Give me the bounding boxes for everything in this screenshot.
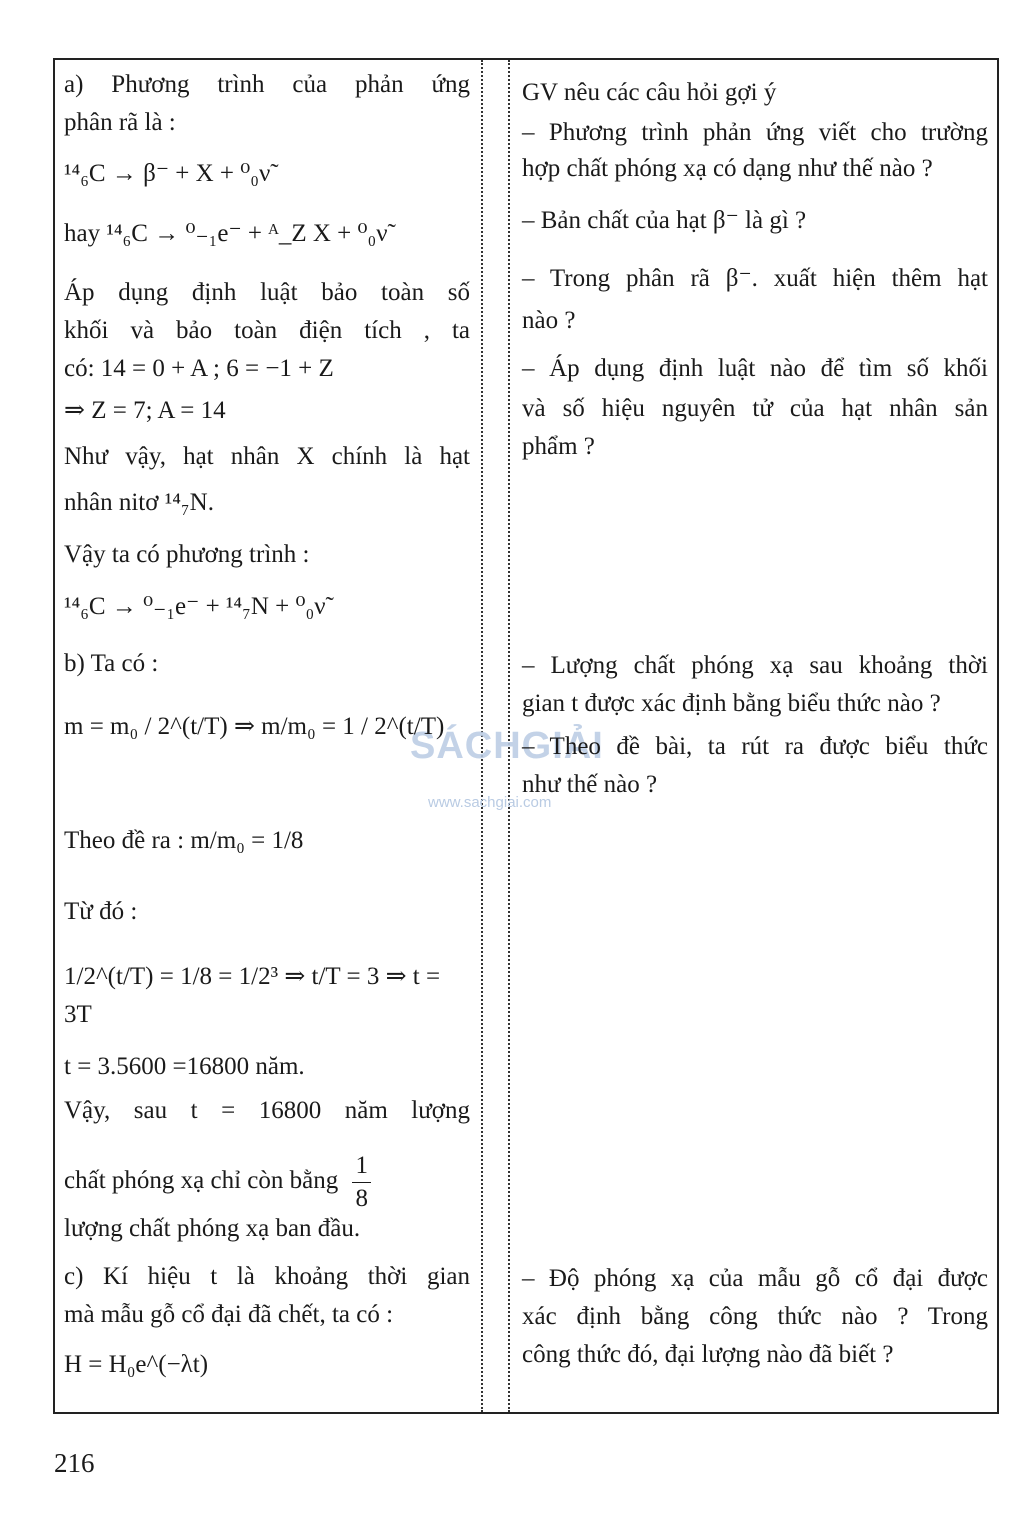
question-2: – Bản chất của hạt β⁻ là gì ? (522, 207, 807, 234)
conclusion-line3: lượng chất phóng xạ ban đầu. (64, 1215, 361, 1242)
question-4-line3: phẩm ? (522, 433, 595, 460)
t-value: t = 3.5600 =16800 năm. (64, 1053, 305, 1080)
question-4-line1: – Áp dụng định luật nào để tìm số khối (522, 355, 988, 382)
result-z-a: ⇒ Z = 7; A = 14 (64, 397, 226, 424)
question-4-line2: và số hiệu nguyên tử của hạt nhân sản (522, 395, 988, 422)
given-ratio: Theo đề ra : m/m₀ = 1/8 (64, 827, 304, 854)
fraction-one-eighth: $\frac{1}{8}$ (352, 1150, 371, 1215)
question-3-line1: – Trong phân rã β⁻. xuất hiện thêm hạt (522, 265, 988, 292)
conclusion-line2-text: chất phóng xạ chỉ còn bằng (64, 1167, 339, 1195)
question-7-line3: công thức đó, đại lượng nào đã biết ? (522, 1341, 894, 1368)
watermark-url: www.sachgiai.com (428, 794, 552, 811)
part-b-heading: b) Ta có : (64, 650, 159, 677)
page-number: 216 (54, 1448, 95, 1478)
question-5-line2: gian t được xác định bằng biểu thức nào ? (522, 690, 941, 717)
x-is-nitrogen-line1: Như vậy, hạt nhân X chính là hạt (64, 443, 470, 470)
equation-3: ¹⁴₆C → ⁰₋₁e⁻ + ¹⁴₇N + ⁰₀ν̃ (64, 593, 326, 620)
decay-formula: m = m₀ / 2^(t/T) ⇒ m/m₀ = 1 / 2^(t/T) (64, 713, 445, 740)
conclusion-line1: Vậy, sau t = 16800 năm lượng (64, 1097, 470, 1124)
question-6-line1: – Theo đề bài, ta rút ra được biểu thức (522, 733, 988, 760)
question-3-line2: nào ? (522, 307, 576, 334)
question-1-line2: hợp chất phóng xạ có dạng như thế nào ? (522, 155, 933, 182)
equation-2: hay ¹⁴₆C → ⁰₋₁e⁻ + ᴬ_Z X + ⁰₀ν̃ (64, 220, 388, 247)
guide-intro: GV nêu các câu hỏi gợi ý (522, 79, 777, 106)
watermark-logo: SÁCHGIẢI (410, 725, 604, 767)
part-a-heading-line2: phân rã là : (64, 109, 176, 136)
question-7-line2: xác định bằng công thức nào ? Trong (522, 1303, 988, 1330)
so-equation-label: Vậy ta có phương trình : (64, 541, 310, 568)
question-5-line1: – Lượng chất phóng xạ sau khoảng thời (522, 652, 988, 679)
apply-law-line2: khối và bảo toàn điện tích , ta (64, 317, 470, 344)
question-6-line2: như thế nào ? (522, 771, 658, 798)
question-7-line1: – Độ phóng xạ của mẫu gỗ cổ đại được (522, 1265, 988, 1292)
equation-1: ¹⁴₆C → β⁻ + X + ⁰₀ν̃ (64, 160, 271, 187)
from-that-label: Từ đó : (64, 898, 138, 925)
activity-formula: H = H₀e^(−λt) (64, 1351, 209, 1378)
x-is-nitrogen-line2: nhân nitơ ¹⁴₇N. (64, 489, 214, 516)
apply-law-line1: Áp dụng định luật bảo toàn số (64, 279, 470, 306)
question-1-line1: – Phương trình phản ứng viết cho trường (522, 119, 988, 146)
part-c-line2: mà mẫu gỗ cổ đại đã chết, ta có : (64, 1301, 394, 1328)
part-a-heading-line1: a) Phương trình của phản ứng (64, 71, 470, 98)
solve-chain: 1/2^(t/T) = 1/8 = 1/2³ ⇒ t/T = 3 ⇒ t = 3T (64, 963, 441, 1028)
apply-law-line3: có: 14 = 0 + A ; 6 = −1 + Z (64, 355, 334, 382)
part-c-line1: c) Kí hiệu t là khoảng thời gian (64, 1263, 470, 1290)
conclusion-line2 (64, 1150, 470, 1215)
